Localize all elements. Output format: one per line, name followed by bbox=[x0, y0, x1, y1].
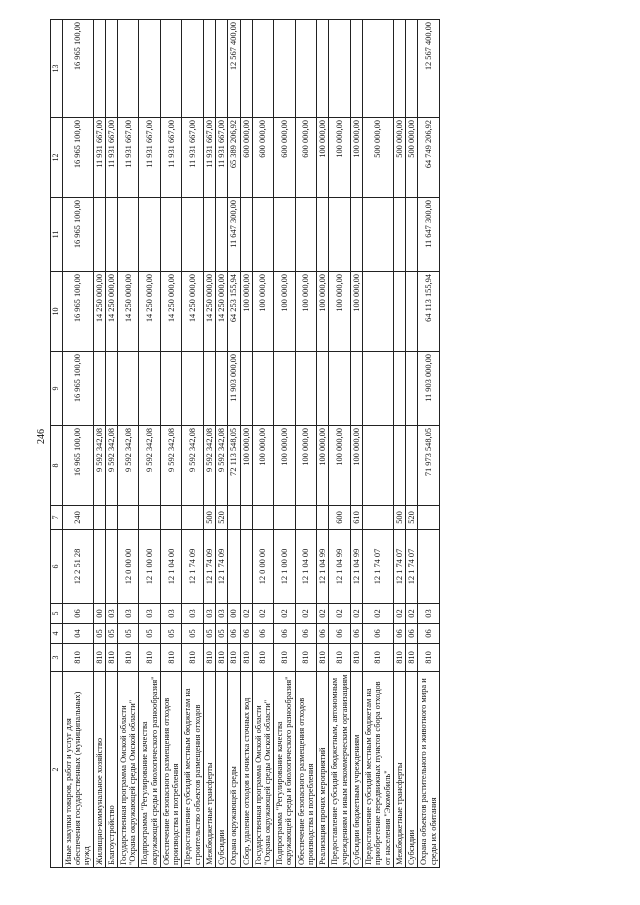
cell-c7 bbox=[363, 506, 394, 530]
cell-c3: 810 bbox=[117, 644, 138, 672]
table-row bbox=[139, 20, 160, 868]
cell-c8: 100 000,00 bbox=[295, 426, 316, 506]
cell-c13: 16 965 100,00 bbox=[62, 20, 93, 118]
header-cell: 12 bbox=[51, 118, 63, 198]
cell-c6 bbox=[228, 530, 240, 604]
cell-c3: 810 bbox=[182, 644, 203, 672]
header-cell: 13 bbox=[51, 20, 63, 118]
cell-c7: 520 bbox=[216, 506, 228, 530]
cell-c7 bbox=[182, 506, 203, 530]
cell-c5: 03 bbox=[139, 604, 160, 624]
table-row bbox=[393, 20, 405, 868]
cell-c7 bbox=[139, 506, 160, 530]
cell-c8: 9 592 342,08 bbox=[160, 426, 181, 506]
cell-c12: 16 965 100,00 bbox=[62, 118, 93, 198]
cell-c3: 810 bbox=[240, 644, 252, 672]
cell-c6: 12 1 04 99 bbox=[329, 530, 350, 604]
table-row bbox=[240, 20, 252, 868]
cell-c8: 100 000,00 bbox=[252, 426, 273, 506]
cell-c5: 00 bbox=[228, 604, 240, 624]
header-cell: 9 bbox=[51, 352, 63, 426]
cell-c4: 06 bbox=[329, 624, 350, 644]
row-label: Межбюджетные трансферты bbox=[203, 672, 215, 868]
cell-c10: 14 250 000,00 bbox=[93, 272, 105, 352]
row-label: Субсидии bbox=[216, 672, 228, 868]
row-label: Обеспечение безопасного размещения отходов производства и потребления bbox=[160, 672, 181, 868]
cell-c5: 03 bbox=[418, 604, 439, 624]
rotated-page bbox=[36, 20, 635, 868]
cell-c4: 06 bbox=[274, 624, 295, 644]
cell-c6 bbox=[240, 530, 252, 604]
table-row bbox=[418, 20, 439, 868]
cell-c13 bbox=[216, 20, 228, 118]
cell-c9 bbox=[295, 352, 316, 426]
cell-c9 bbox=[117, 352, 138, 426]
cell-c11 bbox=[393, 198, 405, 272]
cell-c12: 11 931 667,00 bbox=[93, 118, 105, 198]
cell-c6: 12 1 74 09 bbox=[203, 530, 215, 604]
cell-c4: 06 bbox=[418, 624, 439, 644]
cell-c8: 9 592 342,08 bbox=[139, 426, 160, 506]
cell-c9 bbox=[317, 352, 329, 426]
cell-c12: 11 931 667,00 bbox=[182, 118, 203, 198]
cell-c10: 64 253 155,94 bbox=[228, 272, 240, 352]
cell-c6: 12 1 04 00 bbox=[160, 530, 181, 604]
row-label: Обеспечение безопасного размещения отходов производства и потребления bbox=[295, 672, 316, 868]
cell-c3: 810 bbox=[160, 644, 181, 672]
cell-c9 bbox=[105, 352, 117, 426]
cell-c10 bbox=[406, 272, 418, 352]
cell-c4: 05 bbox=[160, 624, 181, 644]
cell-c11 bbox=[274, 198, 295, 272]
cell-c9 bbox=[252, 352, 273, 426]
cell-c6: 12 1 04 99 bbox=[317, 530, 329, 604]
row-label: Подпрограмма "Регулирование качества окружающей среды и биологического разнообразия" bbox=[274, 672, 295, 868]
cell-c10: 14 250 000,00 bbox=[160, 272, 181, 352]
cell-c9 bbox=[203, 352, 215, 426]
header-cell: 4 bbox=[51, 624, 63, 644]
header-cell: 8 bbox=[51, 426, 63, 506]
cell-c13 bbox=[393, 20, 405, 118]
cell-c5: 03 bbox=[182, 604, 203, 624]
cell-c3: 810 bbox=[406, 644, 418, 672]
row-label: Охрана объектов растительного и животного мира и среды их обитания bbox=[418, 672, 439, 868]
cell-c13 bbox=[160, 20, 181, 118]
cell-c8: 100 000,00 bbox=[317, 426, 329, 506]
cell-c6 bbox=[418, 530, 439, 604]
cell-c10: 100 000,00 bbox=[295, 272, 316, 352]
cell-c7: 240 bbox=[62, 506, 93, 530]
cell-c11 bbox=[406, 198, 418, 272]
cell-c5: 02 bbox=[363, 604, 394, 624]
cell-c4: 06 bbox=[317, 624, 329, 644]
cell-c3: 810 bbox=[274, 644, 295, 672]
cell-c9 bbox=[160, 352, 181, 426]
row-label: Государственная программа Омской области "Охрана окружающей среды Омской области" bbox=[252, 672, 273, 868]
cell-c8: 9 592 342,08 bbox=[216, 426, 228, 506]
cell-c10: 100 000,00 bbox=[317, 272, 329, 352]
cell-c3: 810 bbox=[93, 644, 105, 672]
cell-c8: 71 973 548,05 bbox=[418, 426, 439, 506]
table-row bbox=[182, 20, 203, 868]
cell-c4: 05 bbox=[93, 624, 105, 644]
cell-c11: 11 647 300,00 bbox=[228, 198, 240, 272]
cell-c13 bbox=[240, 20, 252, 118]
cell-c11 bbox=[182, 198, 203, 272]
cell-c12: 500 000,00 bbox=[363, 118, 394, 198]
cell-c8: 100 000,00 bbox=[240, 426, 252, 506]
cell-c5: 02 bbox=[252, 604, 273, 624]
cell-c11 bbox=[93, 198, 105, 272]
cell-c7 bbox=[117, 506, 138, 530]
cell-c7: 610 bbox=[350, 506, 362, 530]
cell-c7 bbox=[93, 506, 105, 530]
cell-c8: 100 000,00 bbox=[274, 426, 295, 506]
cell-c13 bbox=[350, 20, 362, 118]
cell-c9 bbox=[182, 352, 203, 426]
cell-c12: 600 000,00 bbox=[252, 118, 273, 198]
budget-table bbox=[50, 19, 440, 868]
page-number: 246 bbox=[36, 429, 47, 444]
cell-c9 bbox=[216, 352, 228, 426]
cell-c3: 810 bbox=[252, 644, 273, 672]
cell-c4: 06 bbox=[350, 624, 362, 644]
row-label: Предоставление субсидий местным бюджетам на строительство объектов размещения отходов bbox=[182, 672, 203, 868]
cell-c3: 810 bbox=[363, 644, 394, 672]
cell-c11 bbox=[203, 198, 215, 272]
cell-c10 bbox=[363, 272, 394, 352]
cell-c13 bbox=[182, 20, 203, 118]
cell-c7 bbox=[228, 506, 240, 530]
cell-c4: 05 bbox=[216, 624, 228, 644]
cell-c7 bbox=[240, 506, 252, 530]
cell-c8: 72 113 548,05 bbox=[228, 426, 240, 506]
cell-c12: 100 000,00 bbox=[317, 118, 329, 198]
table-row bbox=[228, 20, 240, 868]
cell-c3: 810 bbox=[228, 644, 240, 672]
table-row bbox=[62, 20, 93, 868]
cell-c4: 06 bbox=[228, 624, 240, 644]
cell-c4: 06 bbox=[393, 624, 405, 644]
cell-c5: 03 bbox=[216, 604, 228, 624]
cell-c11 bbox=[216, 198, 228, 272]
cell-c10: 14 250 000,00 bbox=[216, 272, 228, 352]
cell-c3: 810 bbox=[317, 644, 329, 672]
cell-c9 bbox=[393, 352, 405, 426]
cell-c5: 02 bbox=[274, 604, 295, 624]
table-row bbox=[117, 20, 138, 868]
table-row bbox=[105, 20, 117, 868]
cell-c8: 100 000,00 bbox=[329, 426, 350, 506]
table-row bbox=[329, 20, 350, 868]
cell-c3: 810 bbox=[105, 644, 117, 672]
cell-c7 bbox=[274, 506, 295, 530]
cell-c6: 12 1 74 09 bbox=[182, 530, 203, 604]
row-label: Благоустройство bbox=[105, 672, 117, 868]
cell-c10: 64 113 155,94 bbox=[418, 272, 439, 352]
header-row bbox=[51, 20, 63, 868]
cell-c7 bbox=[160, 506, 181, 530]
cell-c6: 12 1 04 99 bbox=[350, 530, 362, 604]
cell-c4: 06 bbox=[240, 624, 252, 644]
cell-c12: 500 000,00 bbox=[406, 118, 418, 198]
cell-c7: 500 bbox=[393, 506, 405, 530]
cell-c9 bbox=[240, 352, 252, 426]
table-row bbox=[350, 20, 362, 868]
cell-c6: 12 2 51 28 bbox=[62, 530, 93, 604]
cell-c7 bbox=[295, 506, 316, 530]
cell-c5: 02 bbox=[406, 604, 418, 624]
cell-c6: 12 0 00 00 bbox=[252, 530, 273, 604]
cell-c12: 65 389 206,92 bbox=[228, 118, 240, 198]
cell-c5: 02 bbox=[317, 604, 329, 624]
cell-c9 bbox=[406, 352, 418, 426]
header-cell: 11 bbox=[51, 198, 63, 272]
cell-c7: 500 bbox=[203, 506, 215, 530]
cell-c3: 810 bbox=[350, 644, 362, 672]
cell-c11 bbox=[252, 198, 273, 272]
row-label: Жилищно-коммунальное хозяйство bbox=[93, 672, 105, 868]
cell-c3: 810 bbox=[62, 644, 93, 672]
cell-c3: 810 bbox=[139, 644, 160, 672]
cell-c6: 12 1 00 00 bbox=[139, 530, 160, 604]
header-cell: 3 bbox=[51, 644, 63, 672]
cell-c8: 9 592 342,08 bbox=[182, 426, 203, 506]
cell-c11 bbox=[317, 198, 329, 272]
cell-c12: 64 749 206,92 bbox=[418, 118, 439, 198]
cell-c5: 02 bbox=[240, 604, 252, 624]
table-row bbox=[295, 20, 316, 868]
cell-c6 bbox=[105, 530, 117, 604]
cell-c6: 12 1 74 07 bbox=[393, 530, 405, 604]
cell-c5: 02 bbox=[329, 604, 350, 624]
cell-c10: 14 250 000,00 bbox=[139, 272, 160, 352]
cell-c5: 03 bbox=[105, 604, 117, 624]
table-row bbox=[317, 20, 329, 868]
cell-c3: 810 bbox=[329, 644, 350, 672]
cell-c11 bbox=[117, 198, 138, 272]
cell-c7 bbox=[105, 506, 117, 530]
table-row bbox=[203, 20, 215, 868]
cell-c9: 11 903 000,00 bbox=[418, 352, 439, 426]
cell-c13 bbox=[295, 20, 316, 118]
cell-c11 bbox=[139, 198, 160, 272]
cell-c10: 14 250 000,00 bbox=[182, 272, 203, 352]
cell-c13 bbox=[93, 20, 105, 118]
cell-c6 bbox=[93, 530, 105, 604]
cell-c13 bbox=[406, 20, 418, 118]
cell-c13: 12 567 400,00 bbox=[228, 20, 240, 118]
row-label: Предоставление субсидий бюджетным, автономным учреждениям и иным некоммерческим организациям bbox=[329, 672, 350, 868]
header-cell: 2 bbox=[51, 672, 63, 868]
cell-c3: 810 bbox=[418, 644, 439, 672]
cell-c11 bbox=[363, 198, 394, 272]
cell-c8: 9 592 342,08 bbox=[105, 426, 117, 506]
cell-c5: 02 bbox=[350, 604, 362, 624]
row-label: Иные закупки товаров, работ и услуг для обеспечения государственных (муниципальных) нужд bbox=[62, 672, 93, 868]
cell-c9: 11 903 000,00 bbox=[228, 352, 240, 426]
cell-c5: 00 bbox=[93, 604, 105, 624]
cell-c13 bbox=[363, 20, 394, 118]
table-row bbox=[363, 20, 394, 868]
cell-c7 bbox=[418, 506, 439, 530]
cell-c6: 12 1 74 09 bbox=[216, 530, 228, 604]
cell-c6: 12 1 04 00 bbox=[295, 530, 316, 604]
cell-c12: 11 931 667,00 bbox=[160, 118, 181, 198]
table-row bbox=[160, 20, 181, 868]
cell-c13 bbox=[252, 20, 273, 118]
cell-c12: 600 000,00 bbox=[295, 118, 316, 198]
cell-c4: 05 bbox=[105, 624, 117, 644]
cell-c5: 02 bbox=[295, 604, 316, 624]
cell-c10: 14 250 000,00 bbox=[203, 272, 215, 352]
cell-c12: 100 000,00 bbox=[350, 118, 362, 198]
cell-c4: 05 bbox=[117, 624, 138, 644]
column-one-header-note bbox=[8, 0, 28, 20]
cell-c13 bbox=[274, 20, 295, 118]
cell-c11 bbox=[160, 198, 181, 272]
cell-c9 bbox=[139, 352, 160, 426]
table-row bbox=[252, 20, 273, 868]
cell-c5: 03 bbox=[117, 604, 138, 624]
cell-c6: 12 1 74 07 bbox=[363, 530, 394, 604]
cell-c10: 14 250 000,00 bbox=[117, 272, 138, 352]
cell-c9 bbox=[350, 352, 362, 426]
cell-c7 bbox=[317, 506, 329, 530]
cell-c12: 600 000,00 bbox=[274, 118, 295, 198]
cell-c9 bbox=[329, 352, 350, 426]
cell-c10: 100 000,00 bbox=[252, 272, 273, 352]
cell-c13 bbox=[329, 20, 350, 118]
cell-c10: 14 250 000,00 bbox=[105, 272, 117, 352]
cell-c13 bbox=[117, 20, 138, 118]
cell-c12: 500 000,00 bbox=[393, 118, 405, 198]
cell-c13 bbox=[105, 20, 117, 118]
cell-c11 bbox=[329, 198, 350, 272]
cell-c6: 12 1 00 00 bbox=[274, 530, 295, 604]
cell-c10: 100 000,00 bbox=[240, 272, 252, 352]
cell-c7: 520 bbox=[406, 506, 418, 530]
cell-c3: 810 bbox=[216, 644, 228, 672]
cell-c12: 100 000,00 bbox=[329, 118, 350, 198]
cell-c12: 11 931 667,00 bbox=[203, 118, 215, 198]
cell-c4: 05 bbox=[203, 624, 215, 644]
cell-c13 bbox=[203, 20, 215, 118]
cell-c9 bbox=[274, 352, 295, 426]
header-cell: 6 bbox=[51, 530, 63, 604]
table-row bbox=[93, 20, 105, 868]
row-label: Субсидии bbox=[406, 672, 418, 868]
cell-c12: 600 000,00 bbox=[240, 118, 252, 198]
cell-c6: 12 0 00 00 bbox=[117, 530, 138, 604]
cell-c11 bbox=[350, 198, 362, 272]
cell-c8 bbox=[406, 426, 418, 506]
cell-c3: 810 bbox=[393, 644, 405, 672]
cell-c11 bbox=[240, 198, 252, 272]
cell-c11 bbox=[105, 198, 117, 272]
cell-c5: 02 bbox=[393, 604, 405, 624]
cell-c4: 05 bbox=[182, 624, 203, 644]
row-label: Сбор, удаление отходов и очистка сточных вод bbox=[240, 672, 252, 868]
table-row bbox=[274, 20, 295, 868]
cell-c13 bbox=[139, 20, 160, 118]
cell-c9: 16 965 100,00 bbox=[62, 352, 93, 426]
cell-c12: 11 931 667,00 bbox=[105, 118, 117, 198]
cell-c4: 06 bbox=[252, 624, 273, 644]
cell-c8: 16 965 100,00 bbox=[62, 426, 93, 506]
row-label: Субсидии бюджетным учреждениям bbox=[350, 672, 362, 868]
cell-c10: 100 000,00 bbox=[350, 272, 362, 352]
row-label: Подпрограмма "Регулирование качества окружающей среды и биологического разнообразия" bbox=[139, 672, 160, 868]
cell-c12: 11 931 667,00 bbox=[216, 118, 228, 198]
cell-c6: 12 1 74 07 bbox=[406, 530, 418, 604]
cell-c11: 16 965 100,00 bbox=[62, 198, 93, 272]
header-cell: 5 bbox=[51, 604, 63, 624]
header-cell: 10 bbox=[51, 272, 63, 352]
cell-c5: 06 bbox=[62, 604, 93, 624]
table-row bbox=[406, 20, 418, 868]
cell-c4: 06 bbox=[295, 624, 316, 644]
cell-c8: 100 000,00 bbox=[350, 426, 362, 506]
cell-c8: 9 592 342,08 bbox=[93, 426, 105, 506]
cell-c4: 06 bbox=[363, 624, 394, 644]
cell-c8 bbox=[363, 426, 394, 506]
cell-c11: 11 647 300,00 bbox=[418, 198, 439, 272]
cell-c8: 9 592 342,08 bbox=[117, 426, 138, 506]
cell-c7: 600 bbox=[329, 506, 350, 530]
cell-c13: 12 567 400,00 bbox=[418, 20, 439, 118]
row-label: Реализация прочих мероприятий bbox=[317, 672, 329, 868]
cell-c3: 810 bbox=[203, 644, 215, 672]
cell-c10: 16 965 100,00 bbox=[62, 272, 93, 352]
cell-c10: 100 000,00 bbox=[329, 272, 350, 352]
cell-c7 bbox=[252, 506, 273, 530]
cell-c13 bbox=[317, 20, 329, 118]
cell-c9 bbox=[93, 352, 105, 426]
cell-c3: 810 bbox=[295, 644, 316, 672]
cell-c11 bbox=[295, 198, 316, 272]
cell-c12: 11 931 667,00 bbox=[139, 118, 160, 198]
row-label: Охрана окружающей среды bbox=[228, 672, 240, 868]
row-label: Межбюджетные трансферты bbox=[393, 672, 405, 868]
cell-c8: 9 592 342,08 bbox=[203, 426, 215, 506]
cell-c5: 03 bbox=[203, 604, 215, 624]
cell-c4: 04 bbox=[62, 624, 93, 644]
row-label: Государственная программа Омской области "Охрана окружающей среды Омской области" bbox=[117, 672, 138, 868]
cell-c4: 05 bbox=[139, 624, 160, 644]
cell-c10 bbox=[393, 272, 405, 352]
cell-c5: 03 bbox=[160, 604, 181, 624]
header-cell: 7 bbox=[51, 506, 63, 530]
cell-c10: 100 000,00 bbox=[274, 272, 295, 352]
cell-c12: 11 931 667,00 bbox=[117, 118, 138, 198]
cell-c8 bbox=[393, 426, 405, 506]
table-row bbox=[216, 20, 228, 868]
cell-c4: 06 bbox=[406, 624, 418, 644]
row-label: Предоставление субсидий местным бюджетам на приобретение передвижных пунктов сбора отходов от населения "Экомобиль" bbox=[363, 672, 394, 868]
cell-c9 bbox=[363, 352, 394, 426]
